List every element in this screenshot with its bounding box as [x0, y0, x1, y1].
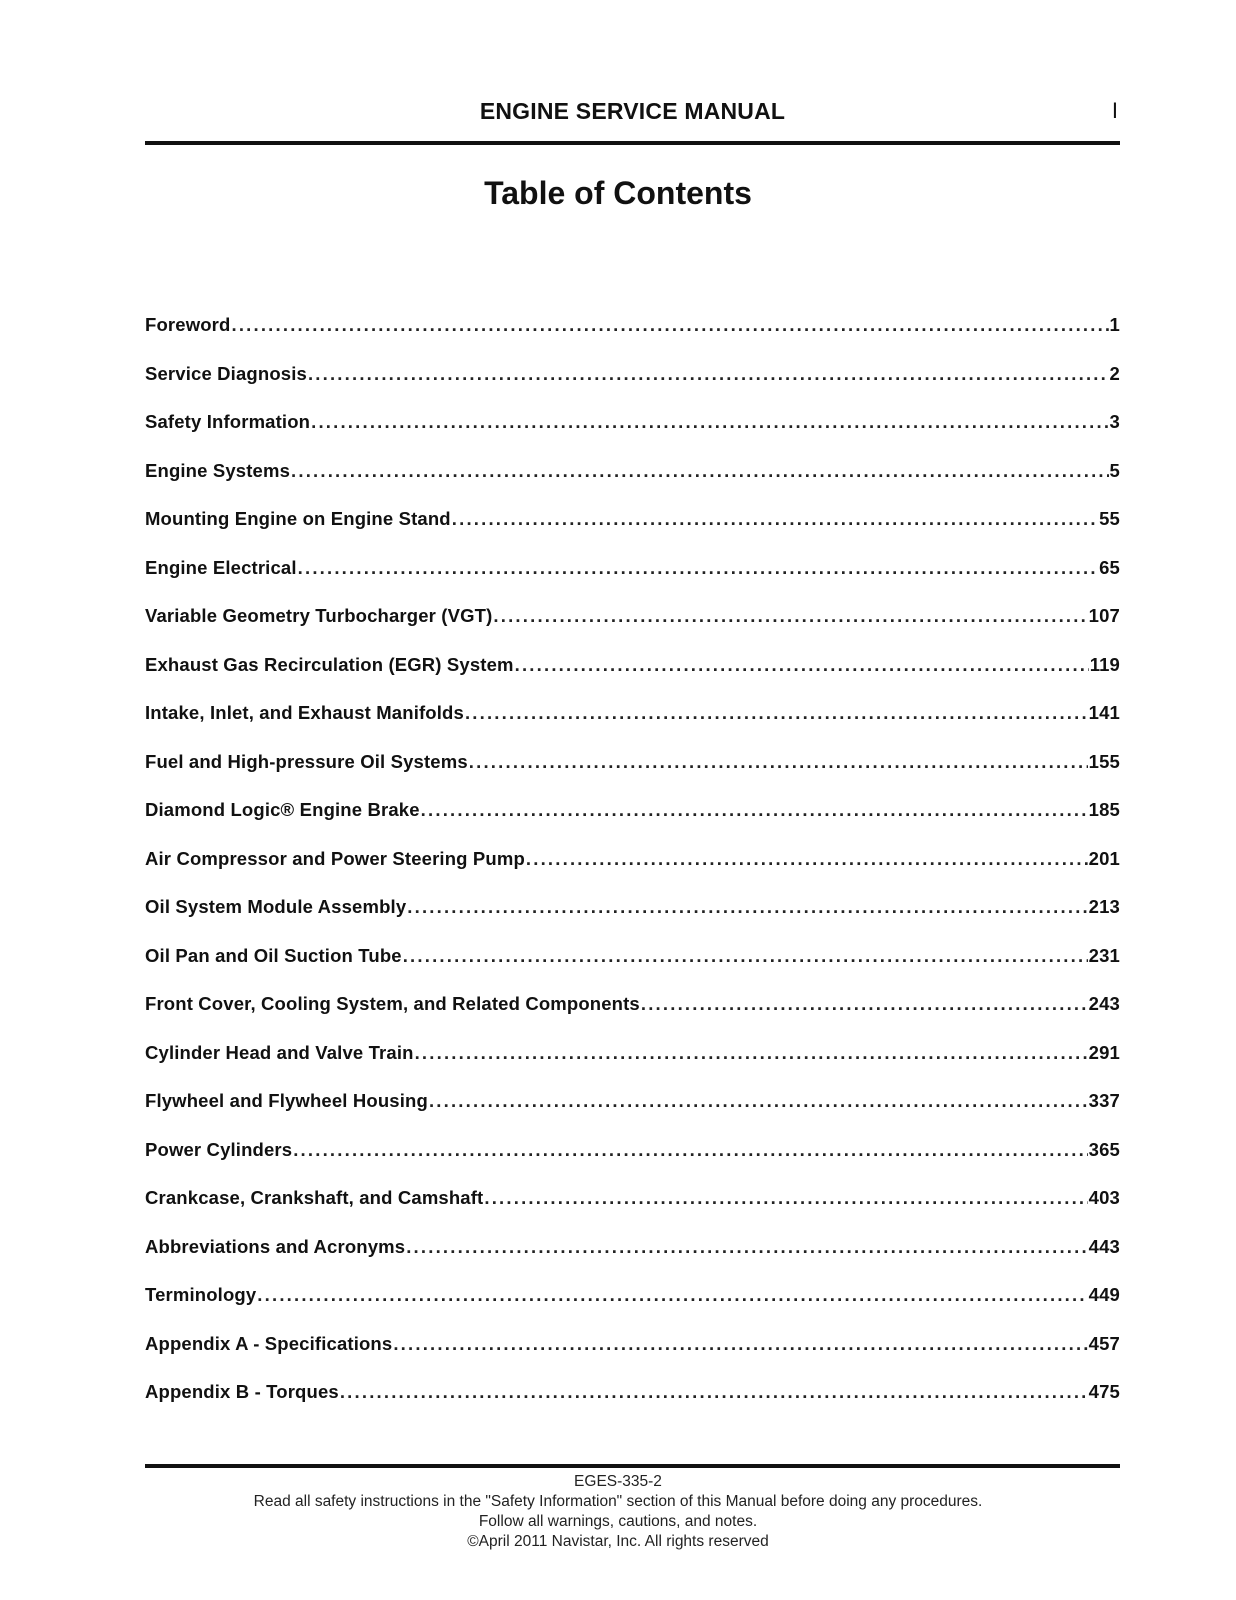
toc-entry-page-number: 365: [1088, 1138, 1120, 1160]
toc-entry-label: Oil Pan and Oil Suction Tube: [145, 944, 402, 966]
toc-dot-leader: [340, 1381, 1088, 1403]
toc-entry[interactable]: [145, 314, 1120, 363]
toc-dot-leader: [311, 411, 1108, 433]
toc-entry-label: Appendix A - Specifications: [145, 1332, 393, 1354]
toc-dot-leader: [469, 751, 1088, 773]
toc-entry-page-number: 3: [1109, 411, 1120, 432]
toc-entry[interactable]: [145, 411, 1120, 460]
toc-dot-leader: [484, 1187, 1087, 1209]
footer-warning-note: Follow all warnings, cautions, and notes.: [478, 1513, 758, 1530]
header-divider: [145, 141, 1120, 145]
toc-entry-label: Foreword: [145, 314, 231, 335]
toc-entry-label: Diamond Logic® Engine Brake: [145, 799, 420, 820]
toc-dot-leader: [415, 1042, 1088, 1064]
toc-entry-label: Mounting Engine on Engine Stand: [145, 508, 451, 529]
toc-dot-leader: [298, 557, 1098, 579]
toc-entry-page-number: 213: [1088, 896, 1120, 917]
page-footer: [0, 1472, 1236, 1552]
footer-copyright: ©April 2011 Navistar, Inc. All rights reserved: [467, 1533, 769, 1550]
toc-entry[interactable]: [145, 654, 1120, 703]
toc-entry-page-number: 457: [1088, 1332, 1120, 1354]
toc-dot-leader: [231, 314, 1108, 336]
toc-entry-page-number: 201: [1088, 847, 1120, 869]
toc-entry-page-number: 5: [1109, 459, 1120, 481]
toc-entry[interactable]: [145, 1187, 1120, 1236]
toc-entry-label: Front Cover, Cooling System, and Related Components: [145, 993, 640, 1014]
toc-entry-page-number: 403: [1088, 1187, 1120, 1208]
footer-doc-code: EGES-335-2: [574, 1473, 662, 1490]
toc-entry[interactable]: [145, 1090, 1120, 1139]
toc-entry-page-number: 2: [1109, 362, 1120, 384]
toc-entry-page-number: 141: [1088, 702, 1120, 723]
toc-dot-leader: [291, 460, 1109, 482]
toc-entry[interactable]: [145, 557, 1120, 606]
toc-entry-page-number: 107: [1088, 605, 1120, 626]
toc-entry-label: Exhaust Gas Recirculation (EGR) System: [145, 653, 514, 675]
toc-entry-label: Air Compressor and Power Steering Pump: [145, 847, 525, 869]
toc-entry[interactable]: [145, 896, 1120, 945]
toc-dot-leader: [257, 1284, 1087, 1306]
toc-entry-label: Flywheel and Flywheel Housing: [145, 1090, 428, 1111]
toc-entry-page-number: 65: [1099, 556, 1120, 578]
toc-entry[interactable]: [145, 1333, 1120, 1382]
toc-entry-page-number: 55: [1099, 508, 1120, 529]
toc-entry[interactable]: [145, 993, 1120, 1042]
toc-entry[interactable]: [145, 460, 1120, 509]
toc-entry-page-number: 449: [1088, 1284, 1120, 1305]
toc-entry-label: Intake, Inlet, and Exhaust Manifolds: [145, 702, 464, 723]
toc-entry-page-number: 475: [1088, 1381, 1120, 1402]
toc-entry[interactable]: [145, 1139, 1120, 1188]
page-header: [145, 98, 1120, 130]
toc-entry-label: Engine Electrical: [145, 556, 297, 578]
footer-divider: [145, 1464, 1120, 1468]
toc-dot-leader: [465, 702, 1088, 724]
toc-entry[interactable]: [145, 1284, 1120, 1333]
toc-entry-label: Engine Systems: [145, 459, 291, 481]
toc-entry[interactable]: [145, 605, 1120, 654]
toc-dot-leader: [293, 1139, 1087, 1161]
toc-dot-leader: [493, 605, 1087, 627]
toc-entry-label: Service Diagnosis: [145, 362, 307, 384]
toc-dot-leader: [403, 945, 1088, 967]
toc-dot-leader: [429, 1090, 1088, 1112]
toc-entry-label: Variable Geometry Turbocharger (VGT): [145, 605, 493, 626]
toc-entry-label: Abbreviations and Acronyms: [145, 1235, 406, 1257]
toc-entry[interactable]: [145, 751, 1120, 800]
toc-entry-page-number: 337: [1088, 1090, 1120, 1111]
toc-entry[interactable]: [145, 1042, 1120, 1091]
toc-entry-label: Appendix B - Torques: [145, 1381, 339, 1402]
toc-dot-leader: [406, 1236, 1087, 1258]
toc-entry-label: Power Cylinders: [145, 1138, 293, 1160]
toc-dot-leader: [641, 993, 1088, 1015]
toc-entry-page-number: 119: [1089, 653, 1120, 675]
toc-entry-label: Cylinder Head and Valve Train: [145, 1041, 414, 1063]
toc-entry-label: Safety Information: [145, 411, 311, 432]
toc-dot-leader: [393, 1333, 1087, 1355]
toc-entry[interactable]: [145, 945, 1120, 994]
toc-dot-leader: [526, 848, 1088, 870]
toc-entry-page-number: 155: [1088, 750, 1120, 772]
toc-entry-label: Terminology: [145, 1284, 257, 1305]
toc-dot-leader: [308, 363, 1109, 385]
toc-entry[interactable]: [145, 702, 1120, 751]
toc-entry-page-number: 443: [1088, 1235, 1120, 1257]
toc-dot-leader: [515, 654, 1089, 676]
toc-entry-label: Crankcase, Crankshaft, and Camshaft: [145, 1187, 484, 1208]
toc-entry-page-number: 185: [1088, 799, 1120, 820]
page-title: Table of Contents: [484, 175, 752, 211]
toc-entry-page-number: 291: [1088, 1041, 1120, 1063]
toc-entry[interactable]: [145, 508, 1120, 557]
toc-entry-page-number: 231: [1088, 944, 1120, 966]
toc-entry[interactable]: [145, 1236, 1120, 1285]
toc-dot-leader: [421, 799, 1088, 821]
toc-entry-label: Fuel and High-pressure Oil Systems: [145, 750, 468, 772]
footer-safety-note: Read all safety instructions in the "Safety Information" section of this Manual before doing any procedures.: [253, 1493, 983, 1510]
toc-entry-label: Oil System Module Assembly: [145, 896, 407, 917]
toc-entry[interactable]: [145, 363, 1120, 412]
toc-dot-leader: [452, 508, 1098, 530]
toc-entry[interactable]: [145, 1381, 1120, 1430]
header-title: ENGINE SERVICE MANUAL: [479, 98, 786, 124]
table-of-contents: [145, 314, 1120, 1430]
toc-entry-page-number: 243: [1088, 993, 1120, 1014]
header-page-marker: I: [1111, 98, 1118, 123]
toc-dot-leader: [407, 896, 1087, 918]
toc-entry-page-number: 1: [1109, 314, 1120, 335]
toc-entry[interactable]: [145, 799, 1120, 848]
toc-entry[interactable]: [145, 848, 1120, 897]
